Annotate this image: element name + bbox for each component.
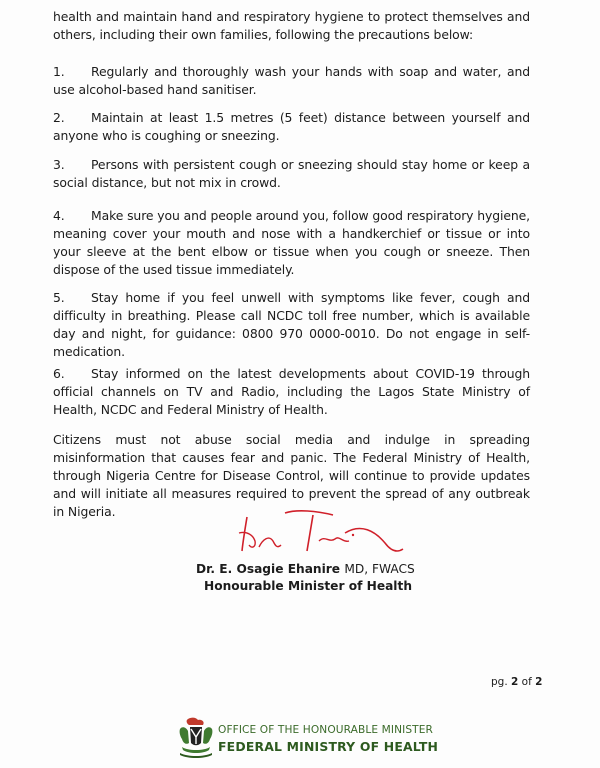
list-item — [53, 109, 530, 145]
page-current: 2 — [511, 676, 519, 688]
page-total: 2 — [535, 676, 543, 688]
page-label: pg. — [491, 676, 508, 688]
list-item-text: Regularly and thoroughly wash your hands with soap and water, and use alcohol-based hand sanitiser. — [53, 64, 530, 97]
list-item-text: Make sure you and people around you, follow good respiratory hygiene, meaning cover your mouth and nose with a handkerchief or tissue or into your sleeve at the bent elbow or tissue when you cough or sneeze. Then dispose of the used tissue immediately. — [53, 208, 530, 277]
nigeria-coat-of-arms-icon — [176, 717, 216, 759]
closing-paragraph: Citizens must not abuse social media and indulge in spreading misinformation that causes fear and panic. The Federal Ministry of Health, through Nigeria Centre for Disease Control, will continue to provide updates and will initiate all measures required to prevent the spread of any outbreak in Nigeria. — [53, 432, 530, 519]
signer-name-text: Dr. E. Osagie Ehanire — [196, 562, 341, 576]
list-item — [53, 289, 530, 361]
handwritten-signature — [225, 505, 415, 563]
page-of: of — [521, 676, 532, 688]
list-item-number: 5. — [53, 290, 65, 305]
page-number — [491, 676, 542, 688]
list-item-text: Stay informed on the latest developments about COVID-19 through official channels on TV and Radio, including the Lagos State Ministry of Health, NCDC and Federal Ministry of Health. — [53, 366, 530, 417]
list-item — [53, 63, 530, 99]
list-item-text: Persons with persistent cough or sneezing should stay home or keep a social distance, but not mix in crowd. — [53, 157, 530, 190]
list-item-number: 6. — [53, 366, 65, 381]
list-item-number: 1. — [53, 64, 65, 79]
intro-paragraph: health and maintain hand and respiratory hygiene to protect themselves and others, including their own families, following the precautions below: — [53, 9, 530, 42]
list-item-text: Maintain at least 1.5 metres (5 feet) distance between yourself and anyone who is coughing or sneezing. — [53, 110, 530, 143]
list-item-number: 3. — [53, 157, 65, 172]
list-item — [53, 207, 530, 279]
list-item-number: 2. — [53, 110, 65, 125]
list-item-text: Stay home if you feel unwell with symptoms like fever, cough and difficulty in breathing. Please call NCDC toll free number, which is available day and night, for guidance: 0800 970 0000-0010. Do not engage in self-medication. — [53, 290, 530, 359]
list-item-number: 4. — [53, 208, 65, 223]
signer-title: Honourable Minister of Health — [204, 579, 412, 593]
footer-office-line: OFFICE OF THE HONOURABLE MINISTER — [218, 724, 433, 736]
signer-name — [196, 562, 415, 576]
footer-ministry-line: FEDERAL MINISTRY OF HEALTH — [218, 739, 439, 754]
list-item — [53, 365, 530, 419]
list-item — [53, 156, 530, 192]
signer-credentials: MD, FWACS — [344, 562, 415, 576]
